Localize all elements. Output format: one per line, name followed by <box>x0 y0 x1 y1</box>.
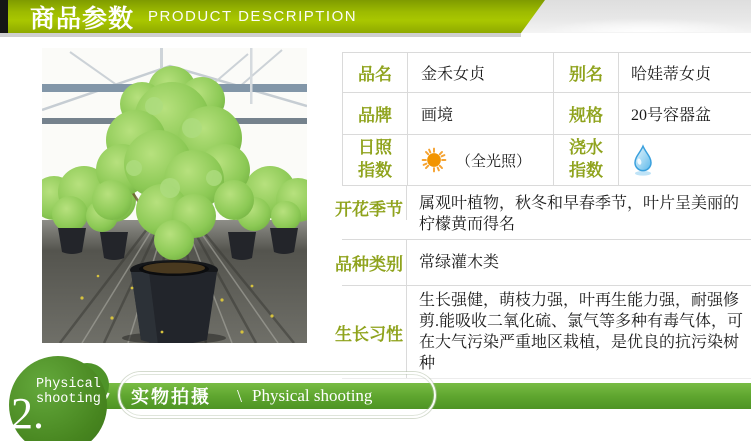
section-title-en: PRODUCT DESCRIPTION <box>148 8 358 25</box>
spec-label-size: 规格 <box>569 106 603 125</box>
spec-label-alias: 别名 <box>569 65 603 84</box>
footer-title-en: Physical shooting <box>252 386 373 405</box>
header-black-corner <box>0 0 8 33</box>
spec-label-season: 开花季节 <box>335 200 403 219</box>
spec-label-habit: 生长习性 <box>335 324 403 344</box>
spec-value-size: 20号容器盆 <box>631 107 712 124</box>
step-number: 2. <box>11 389 44 438</box>
sun-icon <box>421 147 447 173</box>
spec-label-sunlight: 日照指数 <box>358 138 392 180</box>
product-photo <box>42 48 307 343</box>
section-header-banner <box>0 0 751 38</box>
spec-value-season: 属观叶植物，秋冬和早春季节，叶片呈美丽的柠檬黄而得名 <box>419 195 740 233</box>
water-drop-icon <box>631 144 655 176</box>
section-title-cn: 商品参数 <box>30 4 135 33</box>
spec-label-watering: 浇水指数 <box>569 138 603 180</box>
table-row <box>335 286 751 379</box>
step-label-line2: shooting <box>36 392 101 407</box>
table-row <box>342 135 751 186</box>
footer-title-cn: 实物拍摄 <box>131 387 211 407</box>
table-row <box>335 240 751 286</box>
header-gray-highlight <box>540 18 751 32</box>
spec-label-name: 品名 <box>358 65 392 84</box>
spec-value-category: 常绿灌木类 <box>419 254 500 271</box>
spec-value-brand: 画境 <box>421 107 454 124</box>
spec-value-alias: 哈娃蒂女贞 <box>631 66 712 83</box>
table-row <box>342 93 751 135</box>
spec-table <box>335 52 751 379</box>
backslash-divider: \ <box>237 385 243 406</box>
spec-value-sunlight: （全光照） <box>456 153 532 170</box>
step-label-line1: Physical <box>36 377 101 392</box>
spec-label-category: 品种类别 <box>335 255 403 274</box>
step-badge <box>0 355 130 441</box>
spec-value-name: 金禾女贞 <box>421 66 486 83</box>
table-row <box>342 53 751 93</box>
table-row <box>335 186 751 240</box>
spec-value-habit: 生长强健，萌枝力强，叶再生能力强，耐强修剪.能吸收二氧化硫、氯气等多种有毒气体，可在大气污染严重地区栽植，是优良的抗污染树种 <box>419 292 744 372</box>
spec-label-brand: 品牌 <box>358 106 392 125</box>
